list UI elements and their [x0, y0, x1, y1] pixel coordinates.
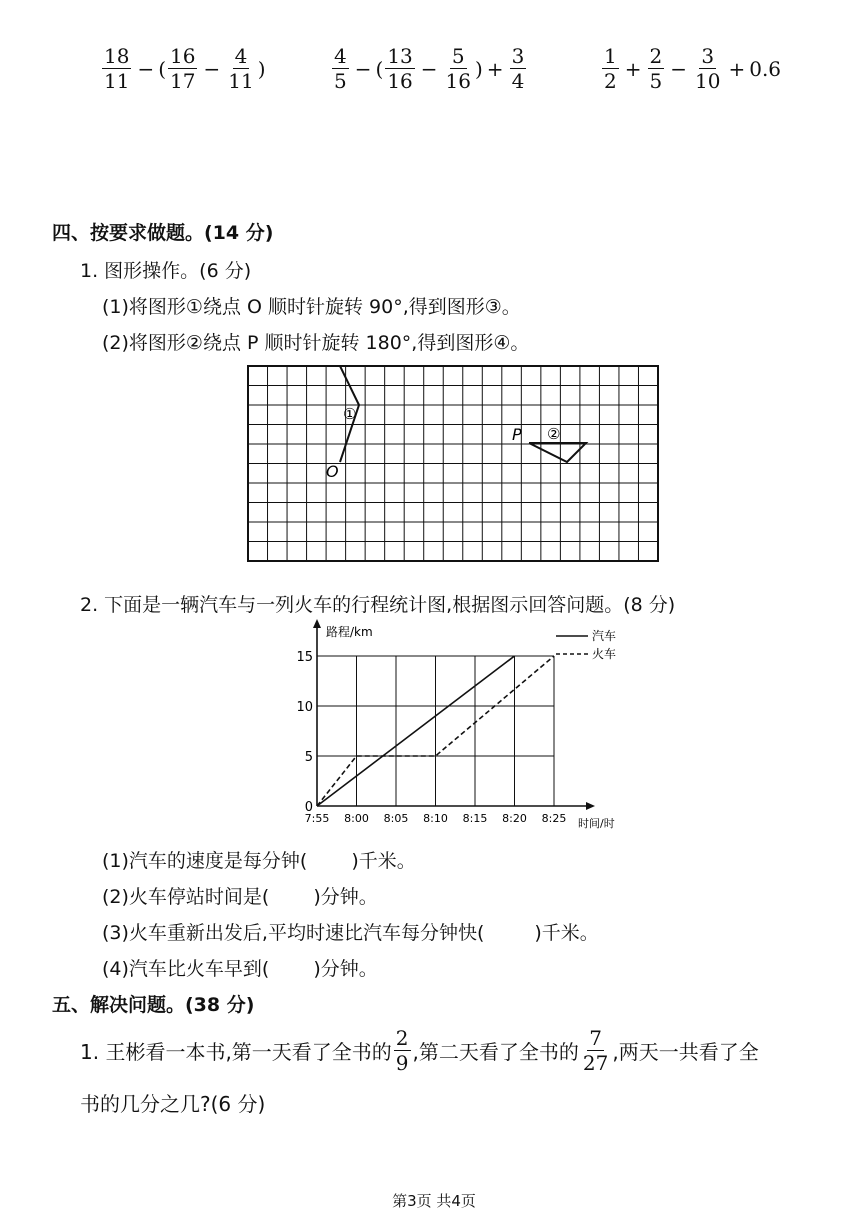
- grid-lines: [248, 366, 658, 561]
- y-tick-label: 10: [296, 700, 313, 715]
- x-axis-label: 时间/时: [578, 817, 615, 830]
- y-tick-label: 15: [296, 650, 313, 665]
- x-tick-label: 8:00: [344, 812, 369, 825]
- y-axis-arrow: [313, 619, 321, 628]
- expression-2: $\frac{4}{5}$ − ( $\frac{13}{16}$ − $\frac{5}{16}$ ) + $\frac{3}{4}$: [334, 44, 525, 93]
- x-tick-label: 8:20: [502, 812, 527, 825]
- question-4-2-title: 2. 下面是一辆汽车与一列火车的行程统计图,根据图示回答问题。(8 分): [80, 594, 676, 616]
- y-tick-label: 5: [304, 750, 313, 765]
- shape-1-label: ①: [343, 405, 357, 423]
- rotation-grid: [240, 360, 670, 570]
- problem-5-1: 1. 王彬看一本书,第一天看了全书的 $\frac{2}{9}$ ,第二天看了全书的 $\frac{7}{27}$ ,两天一共看了全: [80, 1026, 759, 1075]
- y-tick-label: 0: [304, 800, 313, 815]
- car-line: [317, 656, 515, 806]
- section-4-title: 四、按要求做题。(14 分): [52, 222, 274, 244]
- chart-question-2: (2)火车停站时间是( )分钟。: [102, 886, 378, 908]
- shape-2: [529, 443, 586, 462]
- chart-question-3: (3)火车重新出发后,平均时速比汽车每分钟快( )千米。: [102, 922, 599, 944]
- question-4-1-step-1: (1)将图形①绕点 O 顺时针旋转 90°,得到图形③。: [102, 296, 521, 318]
- x-tick-labels: [305, 812, 567, 825]
- chart-question-1: (1)汽车的速度是每分钟( )千米。: [102, 850, 416, 872]
- x-tick-label: 8:15: [462, 812, 488, 825]
- shape-2-label: ②: [547, 425, 561, 443]
- x-tick-label: 8:05: [383, 812, 409, 825]
- x-axis-arrow: [586, 802, 595, 810]
- legend-car-label: 汽车: [592, 629, 617, 643]
- x-tick-label: 8:10: [423, 812, 448, 825]
- question-4-1-step-2: (2)将图形②绕点 P 顺时针旋转 180°,得到图形④。: [102, 332, 530, 354]
- chart-question-4: (4)汽车比火车早到( )分钟。: [102, 958, 378, 980]
- chart-grid: [317, 656, 554, 806]
- y-tick-labels: [296, 650, 313, 815]
- expression-1: $\frac{18}{11}$ − ( $\frac{16}{17}$ − $\frac{4}{11}$ ): [104, 44, 266, 93]
- point-p-label: P: [512, 425, 522, 444]
- x-tick-label: 7:55: [304, 812, 330, 825]
- travel-chart: [290, 616, 640, 836]
- problem-5-1-line-2: 书的几分之几?(6 分): [80, 1092, 266, 1116]
- section-5-title: 五、解决问题。(38 分): [52, 994, 255, 1016]
- page-footer: 第3页 共4页: [392, 1192, 476, 1210]
- x-tick-label: 8:25: [541, 812, 567, 825]
- legend-train-label: 火车: [592, 647, 617, 661]
- y-axis-label: 路程/km: [326, 625, 373, 639]
- expression-3: $\frac{1}{2}$ + $\frac{2}{5}$ − $\frac{3}{10}$ + 0.6: [604, 44, 782, 93]
- point-o-label: O: [326, 462, 339, 481]
- question-4-1-title: 1. 图形操作。(6 分): [80, 260, 252, 282]
